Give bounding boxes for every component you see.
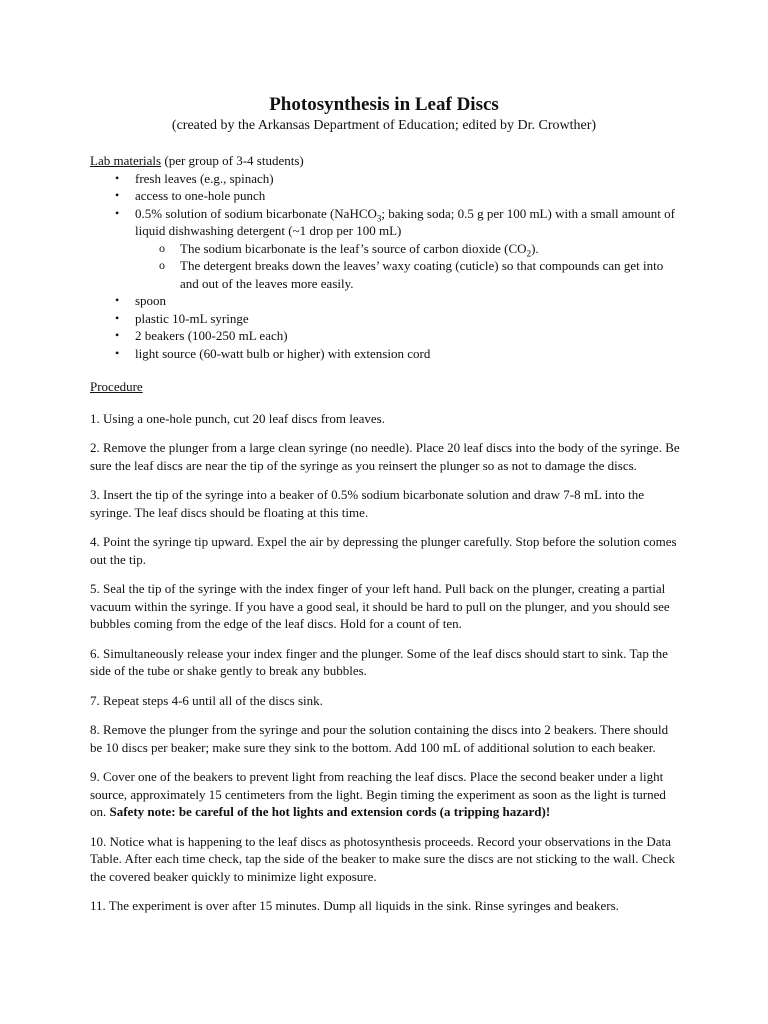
list-item: • 2 beakers (100-250 mL each) (115, 328, 288, 343)
bullet-icon: • (115, 188, 120, 202)
procedure-step: 3. Insert the tip of the syringe into a beaker of 0.5% sodium bicarbonate solution and draw 7-8 mL into the syringe. The leaf discs should be floating at this time. (90, 487, 645, 520)
procedure-step: 4. Point the syringe tip upward. Expel the air by depressing the plunger carefully. Stop before the solution comes out the tip. (90, 534, 677, 567)
list-item: • 0.5% solution of sodium bicarbonate (NaHCO$_3$; baking soda; 0.5 g per 100 mL) with a small amount of liquid dishwashing detergent (~1 drop per 100 mL) o The sodium bicarbonate is the leaf’s source of carbon dioxide $(CO_2)$. o The detergent breaks down the leaves’ waxy coating (cuticle) so that compounds can get into and out of the leaves more easily. (90, 205, 680, 293)
procedure-step-text: 9. Cover one of the beakers to prevent light from reaching the leaf discs. Place the second beaker under a light source, approximately 15 centimeters from the light. Begin timing the experiment as soon as the light is turned on. (90, 769, 666, 819)
procedure-step: 5. Seal the tip of the syringe with the index finger of your left hand. Pull back on the plunger, creating a partial vacuum within the syringe. If you have a good seal, it should be hard to pull on the plunger, and you should see bubbles coming from the edge of the leaf discs. Hold for a count of ten. (90, 581, 670, 631)
materials-heading-note: (per group of 3-4 students) (161, 153, 304, 168)
procedure-step: 2. Remove the plunger from a large clean syringe (no needle). Place 20 leaf discs into the body of the syringe. Be sure the leaf discs are near the tip of the syringe as you reinsert the plunger so as not to damage the discs. (90, 440, 680, 473)
bullet-icon: • (115, 310, 120, 325)
procedure-heading-line (90, 378, 680, 396)
bullet-icon: • (115, 205, 120, 220)
procedure-step: 1. Using a one-hole punch, cut 20 leaf discs from leaves. (90, 410, 385, 426)
procedure-step: 8. Remove the plunger from the syringe and pour the solution containing the discs into 2 beakers. There should be 10 discs per beaker; make sure they sink to the bottom. Add 100 mL of additional solution to each beaker. (90, 722, 669, 755)
subscript: 2 (526, 248, 532, 259)
page-subtitle: (created by the Arkansas Department of Education; edited by Dr. Crowther) (171, 118, 597, 133)
bullet-icon: • (115, 170, 120, 185)
list-item: • access to one-hole punch (115, 188, 266, 203)
circle-bullet-icon: o (159, 240, 165, 255)
bullet-icon: • (115, 328, 120, 342)
list-item: • plastic 10-mL syringe (115, 310, 249, 326)
procedure-step: 10. Notice what is happening to the leaf discs as photosynthesis proceeds. Record your observations in the Data Table. After each time check, tap the side of the beaker to make sure the discs are not sticking to the wall. Check the covered beaker quickly to minimize light exposure. (90, 833, 675, 884)
materials-list (90, 170, 680, 363)
list-item: • fresh leaves (e.g., spinach) (115, 170, 274, 186)
procedure-step: 11. The experiment is over after 15 minutes. Dump all liquids in the sink. Rinse syringes and beakers. (90, 898, 619, 913)
procedure-step: 6. Simultaneously release your index finger and the plunger. Some of the leaf discs should start to sink. Tap the side of the tube or shake gently to break any bubbles. (90, 645, 668, 678)
sublist-item: o The sodium bicarbonate is the leaf’s source of carbon dioxide $(CO_2)$. (159, 240, 539, 259)
materials-heading: Lab materials (90, 153, 162, 168)
list-item: • light source (60-watt bulb or higher) with extension cord (115, 345, 431, 361)
procedure-steps (90, 410, 680, 915)
safety-note: Safety note: be careful of the hot lights and extension cords (a tripping hazard)! (109, 804, 551, 819)
bullet-icon: • (115, 293, 120, 307)
document-body (90, 152, 680, 915)
subscript: 3 (376, 213, 382, 224)
procedure-heading: Procedure (90, 379, 143, 394)
sublist-item: o The detergent breaks down the leaves’ waxy coating (cuticle) so that compounds can get into and out of the leaves more easily. (159, 258, 664, 291)
procedure-step-with-safety (90, 768, 680, 821)
materials-heading-line (90, 152, 680, 170)
list-item: • spoon (115, 293, 167, 308)
circle-bullet-icon: o (159, 258, 165, 272)
page-title: Photosynthesis in Leaf Discs (269, 94, 499, 115)
bullet-icon: • (115, 345, 120, 360)
materials-sublist (135, 240, 680, 293)
procedure-step: 7. Repeat steps 4-6 until all of the discs sink. (90, 692, 323, 708)
